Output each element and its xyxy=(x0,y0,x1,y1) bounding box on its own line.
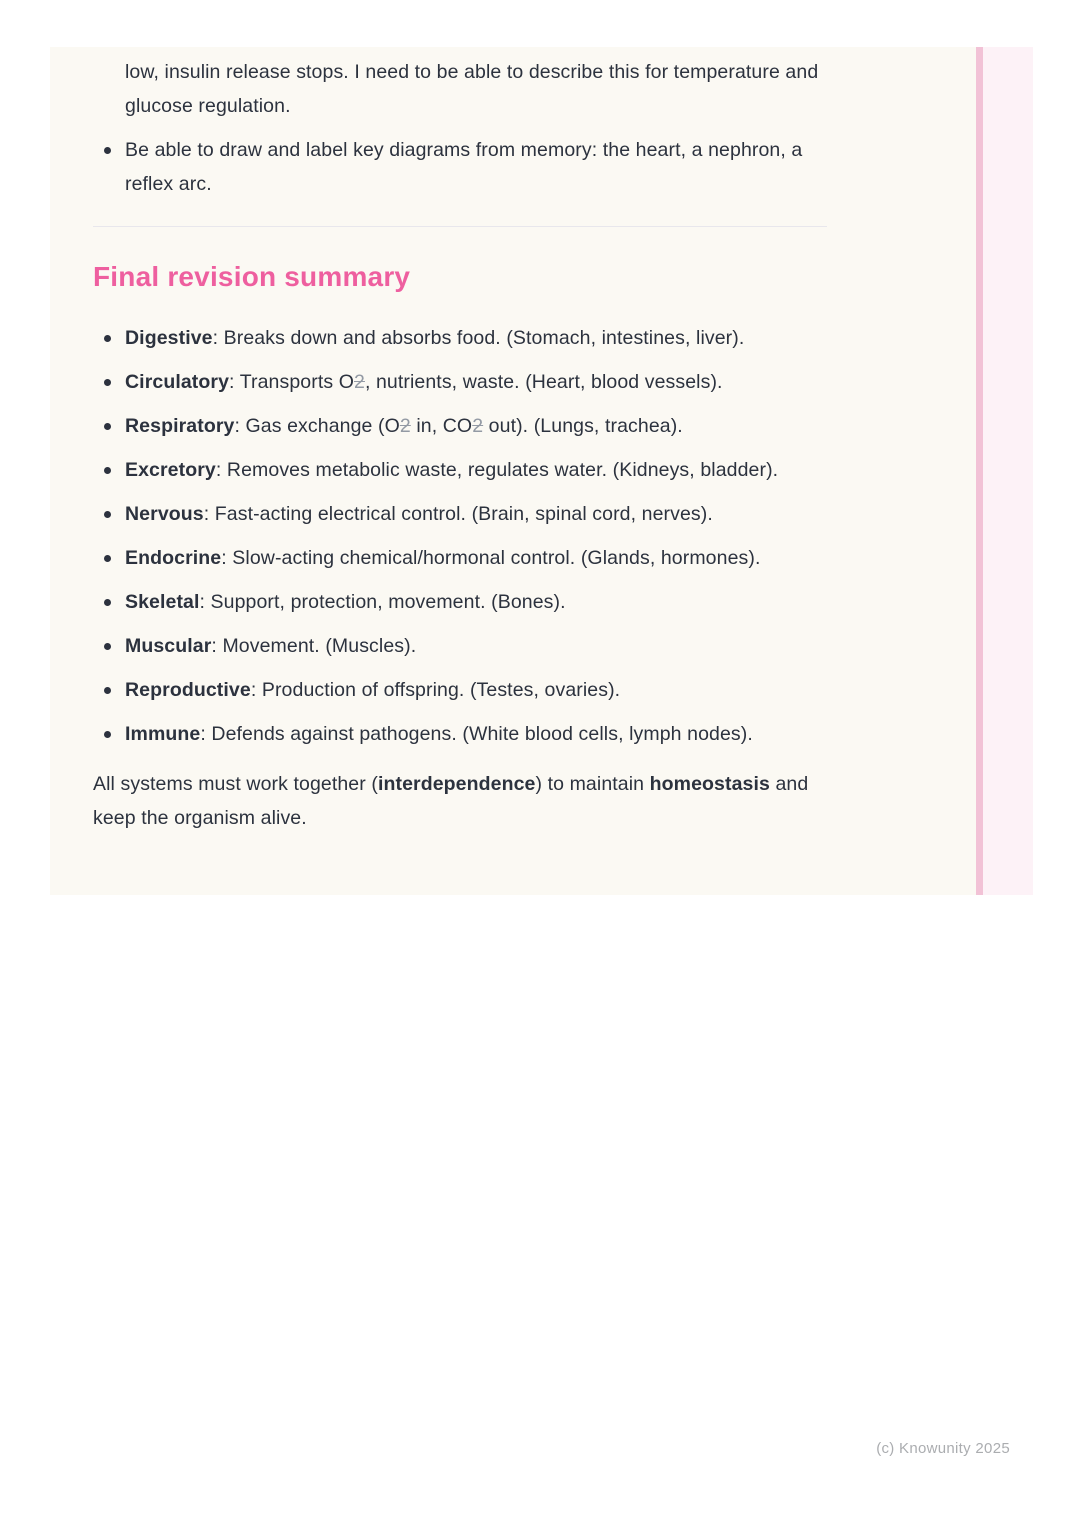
system-term: Immune xyxy=(125,723,201,745)
system-description: : Defends against pathogens. (White blood cells, lymph nodes). xyxy=(200,723,753,745)
list-item xyxy=(93,717,827,751)
system-term: Respiratory xyxy=(125,415,235,437)
closing-paragraph: All systems must work together (interdependence) to maintain homeostasis and keep the organism alive. xyxy=(93,773,809,829)
summary-list xyxy=(93,321,827,751)
system-description: : Slow-acting chemical/hormonal control. (Glands, hormones). xyxy=(221,547,761,569)
system-term: Reproductive xyxy=(125,679,251,701)
list-item xyxy=(93,321,827,355)
bullet-dot-icon xyxy=(104,423,111,430)
bullet-dot-icon xyxy=(104,555,111,562)
margin-panel xyxy=(983,47,1033,895)
section-divider xyxy=(93,226,827,227)
system-description: : Breaks down and absorbs food. (Stomach, intestines, liver). xyxy=(212,327,745,349)
system-description: : Support, protection, movement. (Bones). xyxy=(199,591,566,613)
footer-copyright: (c) Knowunity 2025 xyxy=(876,1440,1010,1457)
list-item xyxy=(93,585,827,619)
list-item xyxy=(93,365,827,399)
bullet-dot-icon xyxy=(104,599,111,606)
system-description: : Production of offspring. (Testes, ovaries). xyxy=(250,679,621,701)
document-page xyxy=(50,47,976,895)
system-term: Digestive xyxy=(125,327,213,349)
continuation-paragraph: low, insulin release stops. I need to be able to describe this for temperature and glucose regulation. xyxy=(125,61,819,117)
list-item xyxy=(93,497,827,531)
list-item xyxy=(93,629,827,663)
bullet-dot-icon xyxy=(104,467,111,474)
system-term: Excretory xyxy=(125,459,216,481)
list-item xyxy=(93,409,827,443)
bullet-dot-icon xyxy=(104,687,111,694)
top-bullet-list xyxy=(93,133,827,201)
bullet-dot-icon xyxy=(104,511,111,518)
document-card xyxy=(50,47,1033,895)
system-description: : Transports O2, nutrients, waste. (Heart, blood vessels). xyxy=(229,371,723,393)
system-description: : Fast-acting electrical control. (Brain, spinal cord, nerves). xyxy=(203,503,713,525)
bullet-dot-icon xyxy=(104,335,111,342)
system-description: : Movement. (Muscles). xyxy=(211,635,417,657)
section-heading: Final revision summary xyxy=(93,261,411,292)
system-term: Muscular xyxy=(125,635,212,657)
bullet-dot-icon xyxy=(104,731,111,738)
system-description: : Gas exchange (O2 in, CO2 out). (Lungs, trachea). xyxy=(234,415,683,437)
system-term: Skeletal xyxy=(125,591,200,613)
list-item xyxy=(93,673,827,707)
bullet-dot-icon xyxy=(104,379,111,386)
accent-bar xyxy=(976,47,983,895)
document-content xyxy=(93,55,827,835)
bullet-dot-icon xyxy=(104,147,111,154)
list-item-text: Be able to draw and label key diagrams from memory: the heart, a nephron, a reflex arc. xyxy=(125,139,803,195)
list-item xyxy=(93,541,827,575)
system-term: Endocrine xyxy=(125,547,222,569)
list-item xyxy=(93,133,827,201)
list-item xyxy=(93,453,827,487)
system-term: Nervous xyxy=(125,503,204,525)
bullet-dot-icon xyxy=(104,643,111,650)
system-term: Circulatory xyxy=(125,371,230,393)
system-description: : Removes metabolic waste, regulates water. (Kidneys, bladder). xyxy=(215,459,779,481)
